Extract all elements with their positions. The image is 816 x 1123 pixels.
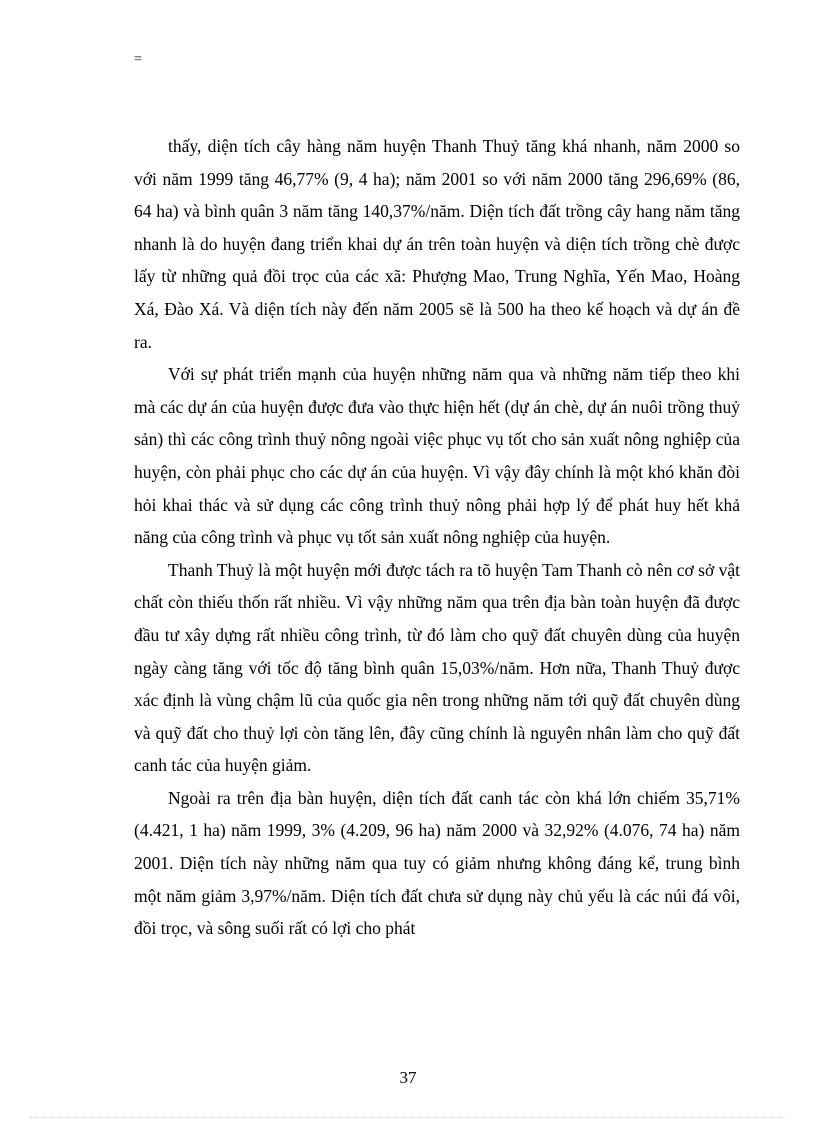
page-number: 37 bbox=[399, 1068, 417, 1087]
paragraph-1: thấy, diện tích cây hàng năm huyện Thanh Thuỷ tăng khá nhanh, năm 2000 so với năm 1999 tăng 46,77% (9, 4 ha); năm 2001 so với năm 2000 tăng 296,69% (86, 64 ha) và bình quân 3 năm tăng 140,37%/năm. Diện tích đất trồng cây hang năm tăng nhanh là do huyện đang triển khai dự án trên toàn huyện và diện tích trồng chè được lấy từ những quả đồi trọc của các xã: Phượng Mao, Trung Nghĩa, Yến Mao, Hoàng Xá, Đào Xá. Và diện tích này đến năm 2005 sẽ là 500 ha theo kế hoạch và dự án đề ra. bbox=[134, 136, 740, 352]
paragraph-2: Với sự phát triển mạnh của huyện những năm qua và những năm tiếp theo khi mà các dự án của huyện được đưa vào thực hiện hết (dự án chè, dự án nuôi trồng thuỷ sản) thì các công trình thuỷ nông ngoài việc phục vụ tốt cho sản xuất nông nghiệp của huyện, còn phải phục cho các dự án của huyện. Vì vậy đây chính là một khó khăn đòi hỏi khai thác và sử dụng các công trình thuỷ nông phải hợp lý để phát huy hết khả năng của công trình và phục vụ tốt sản xuất nông nghiệp của huyện. bbox=[134, 364, 740, 548]
page-bottom-divider bbox=[30, 1117, 786, 1118]
paragraph-4: Ngoài ra trên địa bàn huyện, diện tích đất canh tác còn khá lớn chiếm 35,71% (4.421, 1 ha) năm 1999, 3% (4.209, 96 ha) năm 2000 và 32,92% (4.076, 74 ha) năm 2001. Diện tích này những năm qua tuy có giảm nhưng không đáng kể, trung bình một năm giảm 3,97%/năm. Diện tích đất chưa sử dụng này chủ yếu là các núi đá vôi, đồi trọc, và sông suối rất có lợi cho phát bbox=[134, 787, 740, 939]
header-mark: = bbox=[134, 52, 142, 67]
paragraph-3: Thanh Thuỷ là một huyện mới được tách ra tõ huyện Tam Thanh cò nên cơ sở vật chất còn thiếu thốn rất nhiều. Vì vậy những năm qua trên địa bàn toàn huyện đã được đầu tư xây dựng rất nhiều công trình, từ đó làm cho quỹ đất chuyên dùng của huyện ngày càng tăng với tốc độ tăng bình quân 15,03%/năm. Hơn nữa, Thanh Thuỷ được xác định là vùng chậm lũ của quốc gia nên trong những năm tới quỹ đất chuyên dùng và quỹ đất cho thuỷ lợi còn tăng lên, đây cũng chính là nguyên nhân làm cho quỹ đất canh tác của huyện giảm. bbox=[134, 559, 740, 776]
document-body bbox=[134, 130, 740, 945]
